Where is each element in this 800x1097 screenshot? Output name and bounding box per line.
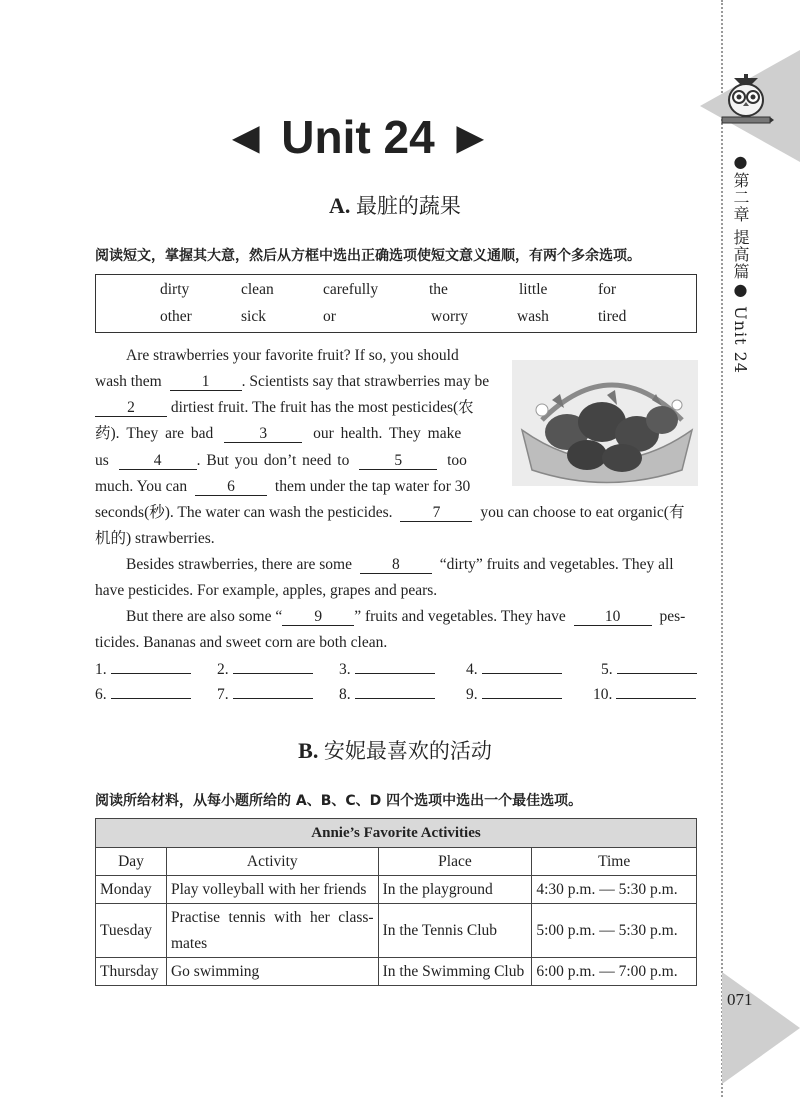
passage-line: 机的) strawberries. [95,530,215,547]
section-b-title [0,735,790,765]
table-row [96,876,697,904]
table-cell: Go swimming [166,958,378,986]
passage-text: our health. They make [313,425,462,442]
word-option: carefully [323,281,379,298]
word-option: sick [241,308,266,325]
answer-slot[interactable] [217,685,313,704]
passage-text: seconds(秒). The water can wash the pesticides. [95,504,393,521]
passage-line [95,372,489,392]
passage-line: ticides. Bananas and sweet corn are both clean. [95,634,388,651]
passage-text: But there are also some “ [126,608,283,625]
answer-slot[interactable] [217,660,313,679]
section-a-title [0,190,790,220]
chapter-side-label: ●第二章 提高篇● Unit 24 [731,152,750,374]
table-cell: In the playground [378,876,532,904]
table-cell: Monday [96,876,167,904]
table-cell: Play volleyball with her friends [166,876,378,904]
table-cell: 6:00 p.m. — 7:00 p.m. [532,958,697,986]
answer-slot[interactable] [466,660,562,679]
word-option: wash [517,308,549,325]
owl-icon [718,72,774,128]
passage-text: them under the tap water for 30 [274,478,471,495]
column-header: Activity [166,848,378,876]
word-option: the [429,281,448,298]
section-a-instruction: 阅读短文，掌握其大意，然后从方框中选出正确选项使短文意义通顺，有两个多余选项。 [95,248,641,264]
word-option: for [598,281,617,298]
column-header: Day [96,848,167,876]
blank-5[interactable]: 5 [359,452,437,470]
passage-line [95,398,474,418]
blank-2[interactable]: 2 [95,399,167,417]
blank-7[interactable]: 7 [400,504,472,522]
answer-label: 1. [95,661,107,678]
answer-slot[interactable] [95,685,191,704]
bottom-corner-tab [722,972,800,1084]
word-option: dirty [160,281,190,298]
answer-label: 3. [339,661,351,678]
answer-slot[interactable] [593,685,696,704]
column-header: Place [378,848,532,876]
passage-line: have pesticides. For example, apples, grapes and pears. [95,582,438,599]
passage-text: much. You can [95,478,188,495]
section-a-heading: 最脏的蔬果 [355,194,461,218]
section-b-letter: B. [298,738,319,763]
answer-slot[interactable] [95,660,191,679]
answer-label: 6. [95,686,107,703]
word-option: other [160,308,192,325]
word-option: clean [241,281,274,298]
word-bank [95,274,697,333]
passage-text: you can choose to eat organic(有 [480,504,685,521]
section-a-letter: A. [329,193,351,218]
table-cell: 4:30 p.m. — 5:30 p.m. [532,876,697,904]
strawberry-basket-photo [512,360,698,486]
answer-label: 4. [466,661,478,678]
table-caption: Annie’s Favorite Activities [96,819,697,848]
passage-text: dirtiest fruit. The fruit has the most pesticides(农 [167,399,474,416]
blank-4[interactable]: 4 [119,452,197,470]
table-cell: Tuesday [96,904,167,958]
passage-line [126,607,685,627]
activities-table [95,818,697,986]
answer-label: 8. [339,686,351,703]
blank-1[interactable]: 1 [170,373,242,391]
page-number: 071 [727,990,753,1009]
section-b-heading: 安妮最喜欢的活动 [323,739,492,763]
passage-text: ” fruits and vegetables. They have [354,608,566,625]
word-option: worry [431,308,469,325]
blank-9[interactable]: 9 [282,608,354,626]
passage-text: too [447,452,467,469]
table-cell: In the Tennis Club [378,904,532,958]
passage-text: 药). They are bad [95,425,214,442]
answer-label: 10. [593,686,613,703]
passage-text: . But you don’t need to [196,452,350,469]
blank-10[interactable]: 10 [574,608,652,626]
table-cell: Practise tennis with her class-mates [166,904,378,958]
passage-text: wash them [95,373,162,390]
table-header-row [96,848,697,876]
table-row [96,958,697,986]
passage-line [95,477,470,497]
unit-title: ◄ Unit 24 ► [223,111,493,163]
passage-text: us [95,452,109,469]
blank-6[interactable]: 6 [195,478,267,496]
passage-text: “dirty” fruits and vegetables. They all [439,556,674,573]
passage-line [126,555,674,575]
passage-text: Besides strawberries, there are some [126,556,352,573]
table-cell: 5:00 p.m. — 5:30 p.m. [532,904,697,958]
answer-label: 2. [217,661,229,678]
passage-text: pes- [659,608,686,625]
blank-8[interactable]: 8 [360,556,432,574]
blank-3[interactable]: 3 [224,425,302,443]
word-option: tired [598,308,627,325]
section-b-instruction: 阅读所给材料，从每小题所给的 A、B、C、D 四个选项中选出一个最佳选项。 [95,793,583,809]
passage-line [95,451,467,471]
passage-text: . Scientists say that strawberries may be [241,373,490,390]
answer-slot[interactable] [601,660,697,679]
answer-slot[interactable] [339,685,435,704]
word-option: or [323,308,336,325]
passage-line: Are strawberries your favorite fruit? If so, you should [126,347,459,364]
table-cell: Thursday [96,958,167,986]
answer-slot[interactable] [466,685,562,704]
answer-slot[interactable] [339,660,435,679]
table-cell: In the Swimming Club [378,958,532,986]
passage-line [95,424,461,444]
answer-label: 9. [466,686,478,703]
table-row [96,904,697,958]
column-header: Time [532,848,697,876]
answer-label: 5. [601,661,613,678]
perforation-line [721,0,723,1097]
passage-line [95,503,684,523]
answer-label: 7. [217,686,229,703]
word-option: little [519,281,548,298]
